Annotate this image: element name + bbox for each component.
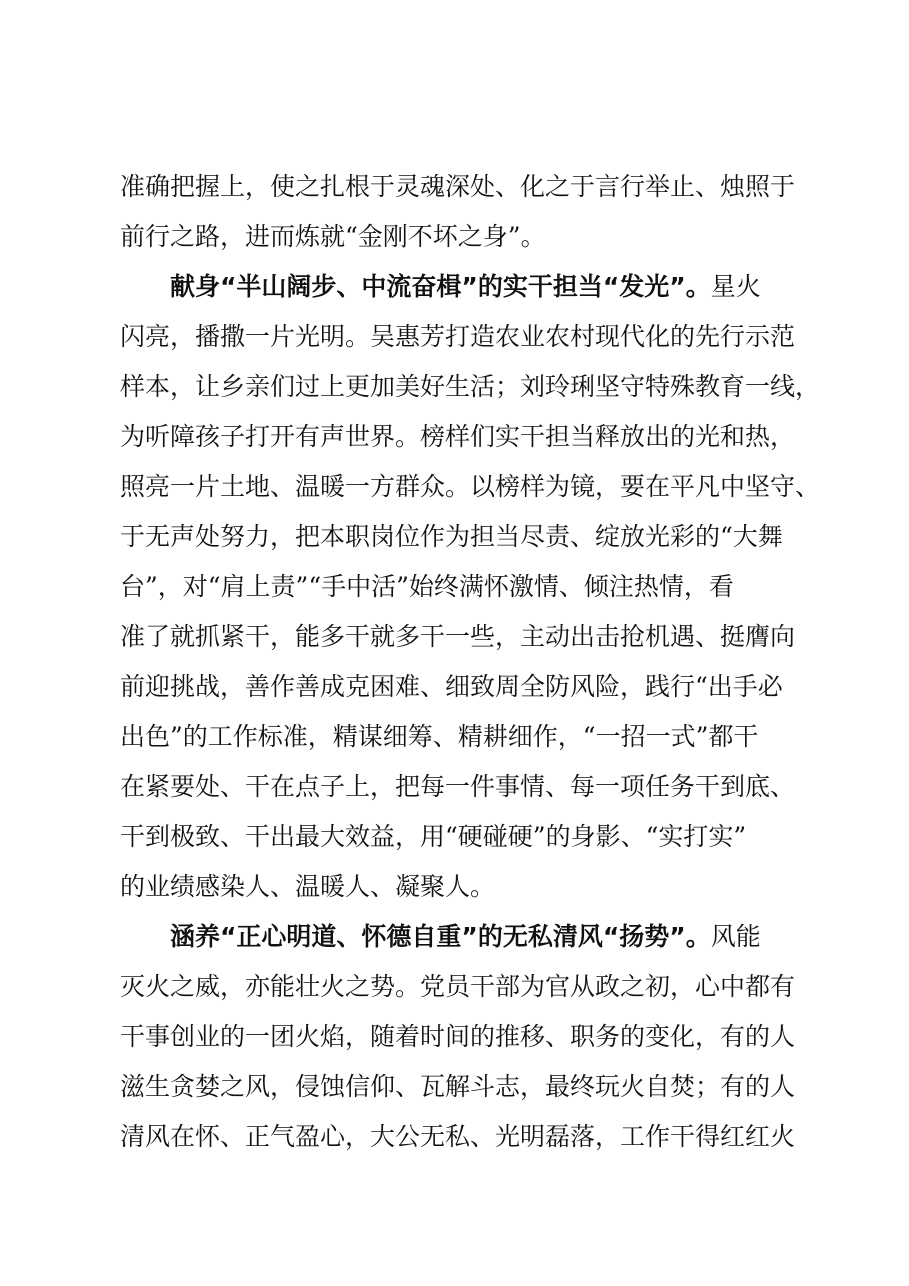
text-run: 风能 bbox=[710, 922, 761, 951]
text-line: 准了就抓紧干，能多干就多干一些，主动出击抢机遇、挺膺向 bbox=[120, 622, 796, 651]
text-line: 滋生贪婪之风，侵蚀信仰、瓦解斗志，最终玩火自焚；有的人 bbox=[120, 1072, 796, 1101]
text-line: 样本，让乡亲们过上更加美好生活；刘玲琍坚守特殊教育一线， bbox=[120, 372, 821, 401]
text-line: 前迎挑战，善作善成克困难、细致周全防风险，践行“出手必 bbox=[120, 672, 783, 701]
text-line: 在紧要处、干在点子上，把每一件事情、每一项任务干到底、 bbox=[120, 772, 796, 801]
text-line: 干事创业的一团火焰，随着时间的推移、职务的变化，有的人 bbox=[120, 1022, 796, 1051]
text-line: 清风在怀、正气盈心，大公无私、光明磊落，工作干得红红火 bbox=[120, 1122, 796, 1151]
paragraph-heading: 涵养“正心明道、怀德自重”的无私清风“扬势”。 bbox=[170, 922, 711, 951]
text-line: 准确把握上，使之扎根于灵魂深处、化之于言行举止、烛照于 bbox=[120, 172, 796, 201]
text-line: 为听障孩子打开有声世界。榜样们实干担当释放出的光和热， bbox=[120, 422, 796, 451]
text-line: 台”，对“肩上责”“手中活”始终满怀激情、倾注热情，看 bbox=[120, 572, 734, 601]
paragraph-heading: 献身“半山阔步、中流奋楫”的实干担当“发光”。 bbox=[170, 272, 711, 301]
text-line: 的业绩感染人、温暖人、凝聚人。 bbox=[120, 872, 496, 901]
text-line: 于无声处努力，把本职岗位作为担当尽责、绽放光彩的“大舞 bbox=[120, 522, 783, 551]
paragraph-heading-line bbox=[170, 922, 761, 952]
text-line: 干到极致、干出最大效益，用“硬碰硬”的身影、“实打实” bbox=[120, 822, 747, 851]
text-line: 出色”的工作标准，精谋细筹、精耕细作，“一招一式”都干 bbox=[120, 722, 759, 751]
paragraph-heading-line bbox=[170, 272, 761, 302]
text-run: 星火 bbox=[710, 272, 761, 301]
text-line: 灭火之威，亦能壮火之势。党员干部为官从政之初，心中都有 bbox=[120, 972, 796, 1001]
text-line: 前行之路，进而炼就“金刚不坏之身”。 bbox=[120, 222, 546, 251]
text-line: 照亮一片土地、温暖一方群众。以榜样为镜，要在平凡中坚守、 bbox=[120, 472, 821, 501]
text-line: 闪亮，播撒一片光明。吴惠芳打造农业农村现代化的先行示范 bbox=[120, 322, 796, 351]
